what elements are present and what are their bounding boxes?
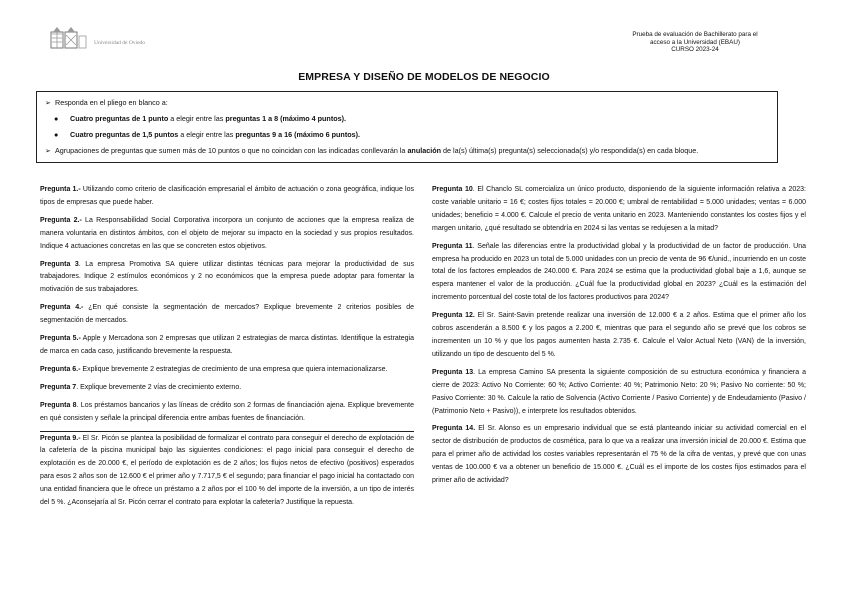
question bbox=[40, 302, 414, 328]
bullet-icon: ● bbox=[54, 130, 59, 139]
question-text: Utilizando como criterio de clasificación empresarial el ámbito de actuación o zona geográfica, indique los tipos de empresas que puede haber. bbox=[40, 186, 414, 206]
page-title: EMPRESA Y DISEÑO DE MODELOS DE NEGOCIO bbox=[298, 71, 550, 83]
question-label: Pregunta 10 bbox=[432, 186, 473, 193]
question-label: Pregunta 7 bbox=[40, 383, 77, 391]
question bbox=[432, 310, 806, 362]
bullet-icon: ● bbox=[54, 114, 59, 123]
question-text: Apple y Mercadona son 2 empresas que utilizan 2 estrategias de marca distintas. Identifique la estrategia de marca en cada caso, justificando brevemente la respuesta. bbox=[40, 335, 414, 355]
arrow-icon: ➢ bbox=[45, 146, 52, 155]
question-label: Pregunta 12. bbox=[432, 312, 475, 320]
instruction-4b: de la(s) última(s) pregunta(s) seleccionada(s) y/o respondida(s) en cada bloque. bbox=[441, 146, 699, 155]
bullet-1-mid: a elegir entre las bbox=[168, 114, 226, 123]
questions-right-column bbox=[432, 184, 806, 493]
university-seal-icon bbox=[50, 26, 88, 52]
question-text: . Señale las diferencias entre la productividad global y la productividad de un factor de producción. Una empresa ha producido en 2023 un total de 5.000 unidades con un precio de venta de 96 €/unid., incurriendo en un coste total de los factores empleados de 240.000 €. Para 2024 se estima que la productividad global baje a 1,6, aunque se espera mantener el valor de la producción. ¿Cuál fue la productividad global en 2023? ¿Cuál es la estimación del incremento porcentual del coste total de los factores productivos para 2024? bbox=[432, 242, 806, 302]
instruction-bullet-1 bbox=[51, 114, 346, 123]
question bbox=[40, 215, 414, 254]
question-text: . Explique brevemente 2 vías de crecimiento externo. bbox=[76, 383, 242, 391]
question bbox=[432, 367, 806, 419]
question bbox=[432, 184, 806, 236]
question-label: Pregunta 14. bbox=[432, 425, 476, 433]
bullet-1-bold-b: preguntas 1 a 8 (máximo 4 puntos). bbox=[225, 114, 346, 123]
question-label: Pregunta 6.- bbox=[40, 365, 81, 373]
question bbox=[40, 364, 414, 377]
question bbox=[40, 400, 414, 426]
question-text: . La empresa Camino SA presenta la siguiente composición de su estructura económica y financiera a cierre de 2023: Activo No Corriente: 60 %; Activo Corriente: 40 %; Patrimonio Neto: 20 %; Pasivo No corriente: 50 %; Pasivo Corriente: 30 %. Calcule la ratio de Solvencia (Activo Corriente / Pasivo Corriente) y de Endeudamiento (Pasivo / (Patrimonio Neto + Pasivo)), e interprete los resultados obtenidos. bbox=[432, 368, 806, 415]
question-label: Pregunta 5.- bbox=[40, 335, 81, 343]
questions-left-column bbox=[40, 184, 414, 515]
question-label: Pregunta 4.- bbox=[40, 304, 84, 312]
exam-header bbox=[620, 31, 770, 54]
question-text: . El Chanclo SL comercializa un único producto, disponiendo de la siguiente información relativa a 2023: coste variable unitario = 16 €; costes fijos totales = 20.000 €; umbral de rentabilidad = 5.000 unidades; ventas = 6.000 unidades; beneficio = 4.000 €. Calcule el precio de venta unitario en 2023. Manteniendo constantes los costes fijos y el margen unitario, ¿qué resultado se obtendría en 2024 si las ventas se redujesen a la mitad? bbox=[432, 186, 806, 232]
institution-name: Universidad de Oviedo bbox=[94, 40, 146, 46]
question bbox=[432, 423, 806, 488]
bullet-1-bold-a: Cuatro preguntas de 1 punto bbox=[70, 114, 169, 123]
question-label: Pregunta 1.- bbox=[40, 186, 81, 193]
bullet-2-bold-b: preguntas 9 a 16 (máximo 6 puntos). bbox=[235, 130, 360, 139]
arrow-icon: ➢ bbox=[45, 98, 52, 107]
instruction-4-bold: anulación bbox=[407, 146, 441, 155]
exam-line-1: Prueba de evaluación de Bachillerato para el bbox=[632, 31, 758, 38]
instruction-line-1 bbox=[45, 98, 168, 107]
instruction-4a: Agrupaciones de preguntas que sumen más de 10 puntos o que no coincidan con las indicadas conllevarán la bbox=[55, 146, 408, 155]
exam-line-2: acceso a la Universidad (EBAU) bbox=[650, 38, 740, 46]
instruction-bullet-2 bbox=[51, 130, 360, 139]
question bbox=[40, 184, 414, 210]
question-text: La Responsabilidad Social Corporativa incorpora un conjunto de acciones que la empresa realiza de manera voluntaria en distintos ámbitos, con el objeto de mejorar su impacto en la sociedad y sus propios resultados. Indique 4 actuaciones concretas en las que se concreten estos objetivos. bbox=[40, 216, 414, 250]
question-text: . La empresa Promotiva SA quiere utilizar distintas técnicas para mejorar la productividad de sus trabajadores. Indique 2 estímulos económicos y 2 no económicos que la empresa puede adoptar para fomentar la motivación de sus trabajadores. bbox=[40, 260, 414, 294]
exam-line-3: CURSO 2023-24 bbox=[671, 46, 719, 54]
question bbox=[40, 333, 414, 359]
question-text: . Los préstamos bancarios y las líneas de crédito son 2 formas de financiación ajena. Explique brevemente en qué consisten y señale la principal diferencia entre ambas fuentes de financiación. bbox=[40, 401, 414, 422]
question-text: Explique brevemente 2 estrategias de crecimiento de una empresa que quiera internacionalizarse. bbox=[80, 365, 388, 373]
instruction-text: Responda en el pliego en blanco a: bbox=[55, 98, 168, 107]
question-text: El Sr. Saint-Savin pretende realizar una inversión de 12.000 € a 2 años. Estima que el primer año los cobros ascenderán a 8.500 € y los pagos a 2.200 €, mientras que para el segundo año se prevé que los cobros se incrementen un 10 % y que los pagos aumenten hasta 2.735 €. Calcule el Valor Actual Neto (VAN) de la inversión, utilizando un tipo de descuento del 5 %. bbox=[432, 312, 806, 358]
instructions-box bbox=[36, 91, 778, 163]
question-label: Pregunta 8 bbox=[40, 401, 77, 409]
question-label: Pregunta 3 bbox=[40, 260, 79, 268]
question bbox=[432, 241, 806, 306]
question bbox=[40, 259, 414, 298]
question-text: El Sr. Picón se plantea la posibilidad de formalizar el contrato para conseguir el derecho de explotación de la cafetería de la piscina municipal bajo las siguientes condiciones: el pago inicial para conseguir el derecho de explotación es de 20.000 €, el período de explotación es de 2 años; los flujos netos de efectivo (positivos) esperados para esos 2 años son de 12.600 € el primer año y 7.717,5 € el segundo; para financiar el pago inicial ha contactado con una entidad financiera que le ofrece un préstamo a 2 años por el 100 % del importe de la inversión, a un tipo de interés del 5 %. ¿Aconsejaría al Sr. Picón cerrar el contrato para explotar la cafetería? Justifique la repuesta. bbox=[40, 434, 414, 507]
question bbox=[40, 382, 414, 395]
question-label: Pregunta 9.- bbox=[40, 434, 81, 442]
instruction-line-4 bbox=[45, 146, 698, 155]
question-text: ¿En qué consiste la segmentación de mercados? Explique brevemente 2 criterios posibles de segmentación de mercados. bbox=[40, 304, 415, 325]
question-label: Pregunta 11 bbox=[432, 242, 473, 250]
bullet-2-mid: a elegir entre las bbox=[178, 130, 236, 139]
university-logo bbox=[50, 26, 160, 54]
question-label: Pregunta 2.- bbox=[40, 216, 82, 224]
bullet-2-bold-a: Cuatro preguntas de 1,5 puntos bbox=[70, 130, 179, 139]
question-text: El Sr. Alonso es un empresario individual que se está planteando iniciar su actividad comercial en el sector de distribución de productos de cosmética, para lo que va a realizar una inversión inicial de 20.000 €. Estima que para el primer año de actividad los costes variables representarán el 75 % de la cifra de ventas, y prevé que con unas ventas de 100.000 € va a obtener un beneficio de 15.000 €. ¿Cuál es el importe de los costes fijos estimados para el primer año de actividad? bbox=[432, 425, 807, 485]
question-label: Pregunta 13 bbox=[432, 368, 474, 376]
question bbox=[40, 431, 414, 510]
